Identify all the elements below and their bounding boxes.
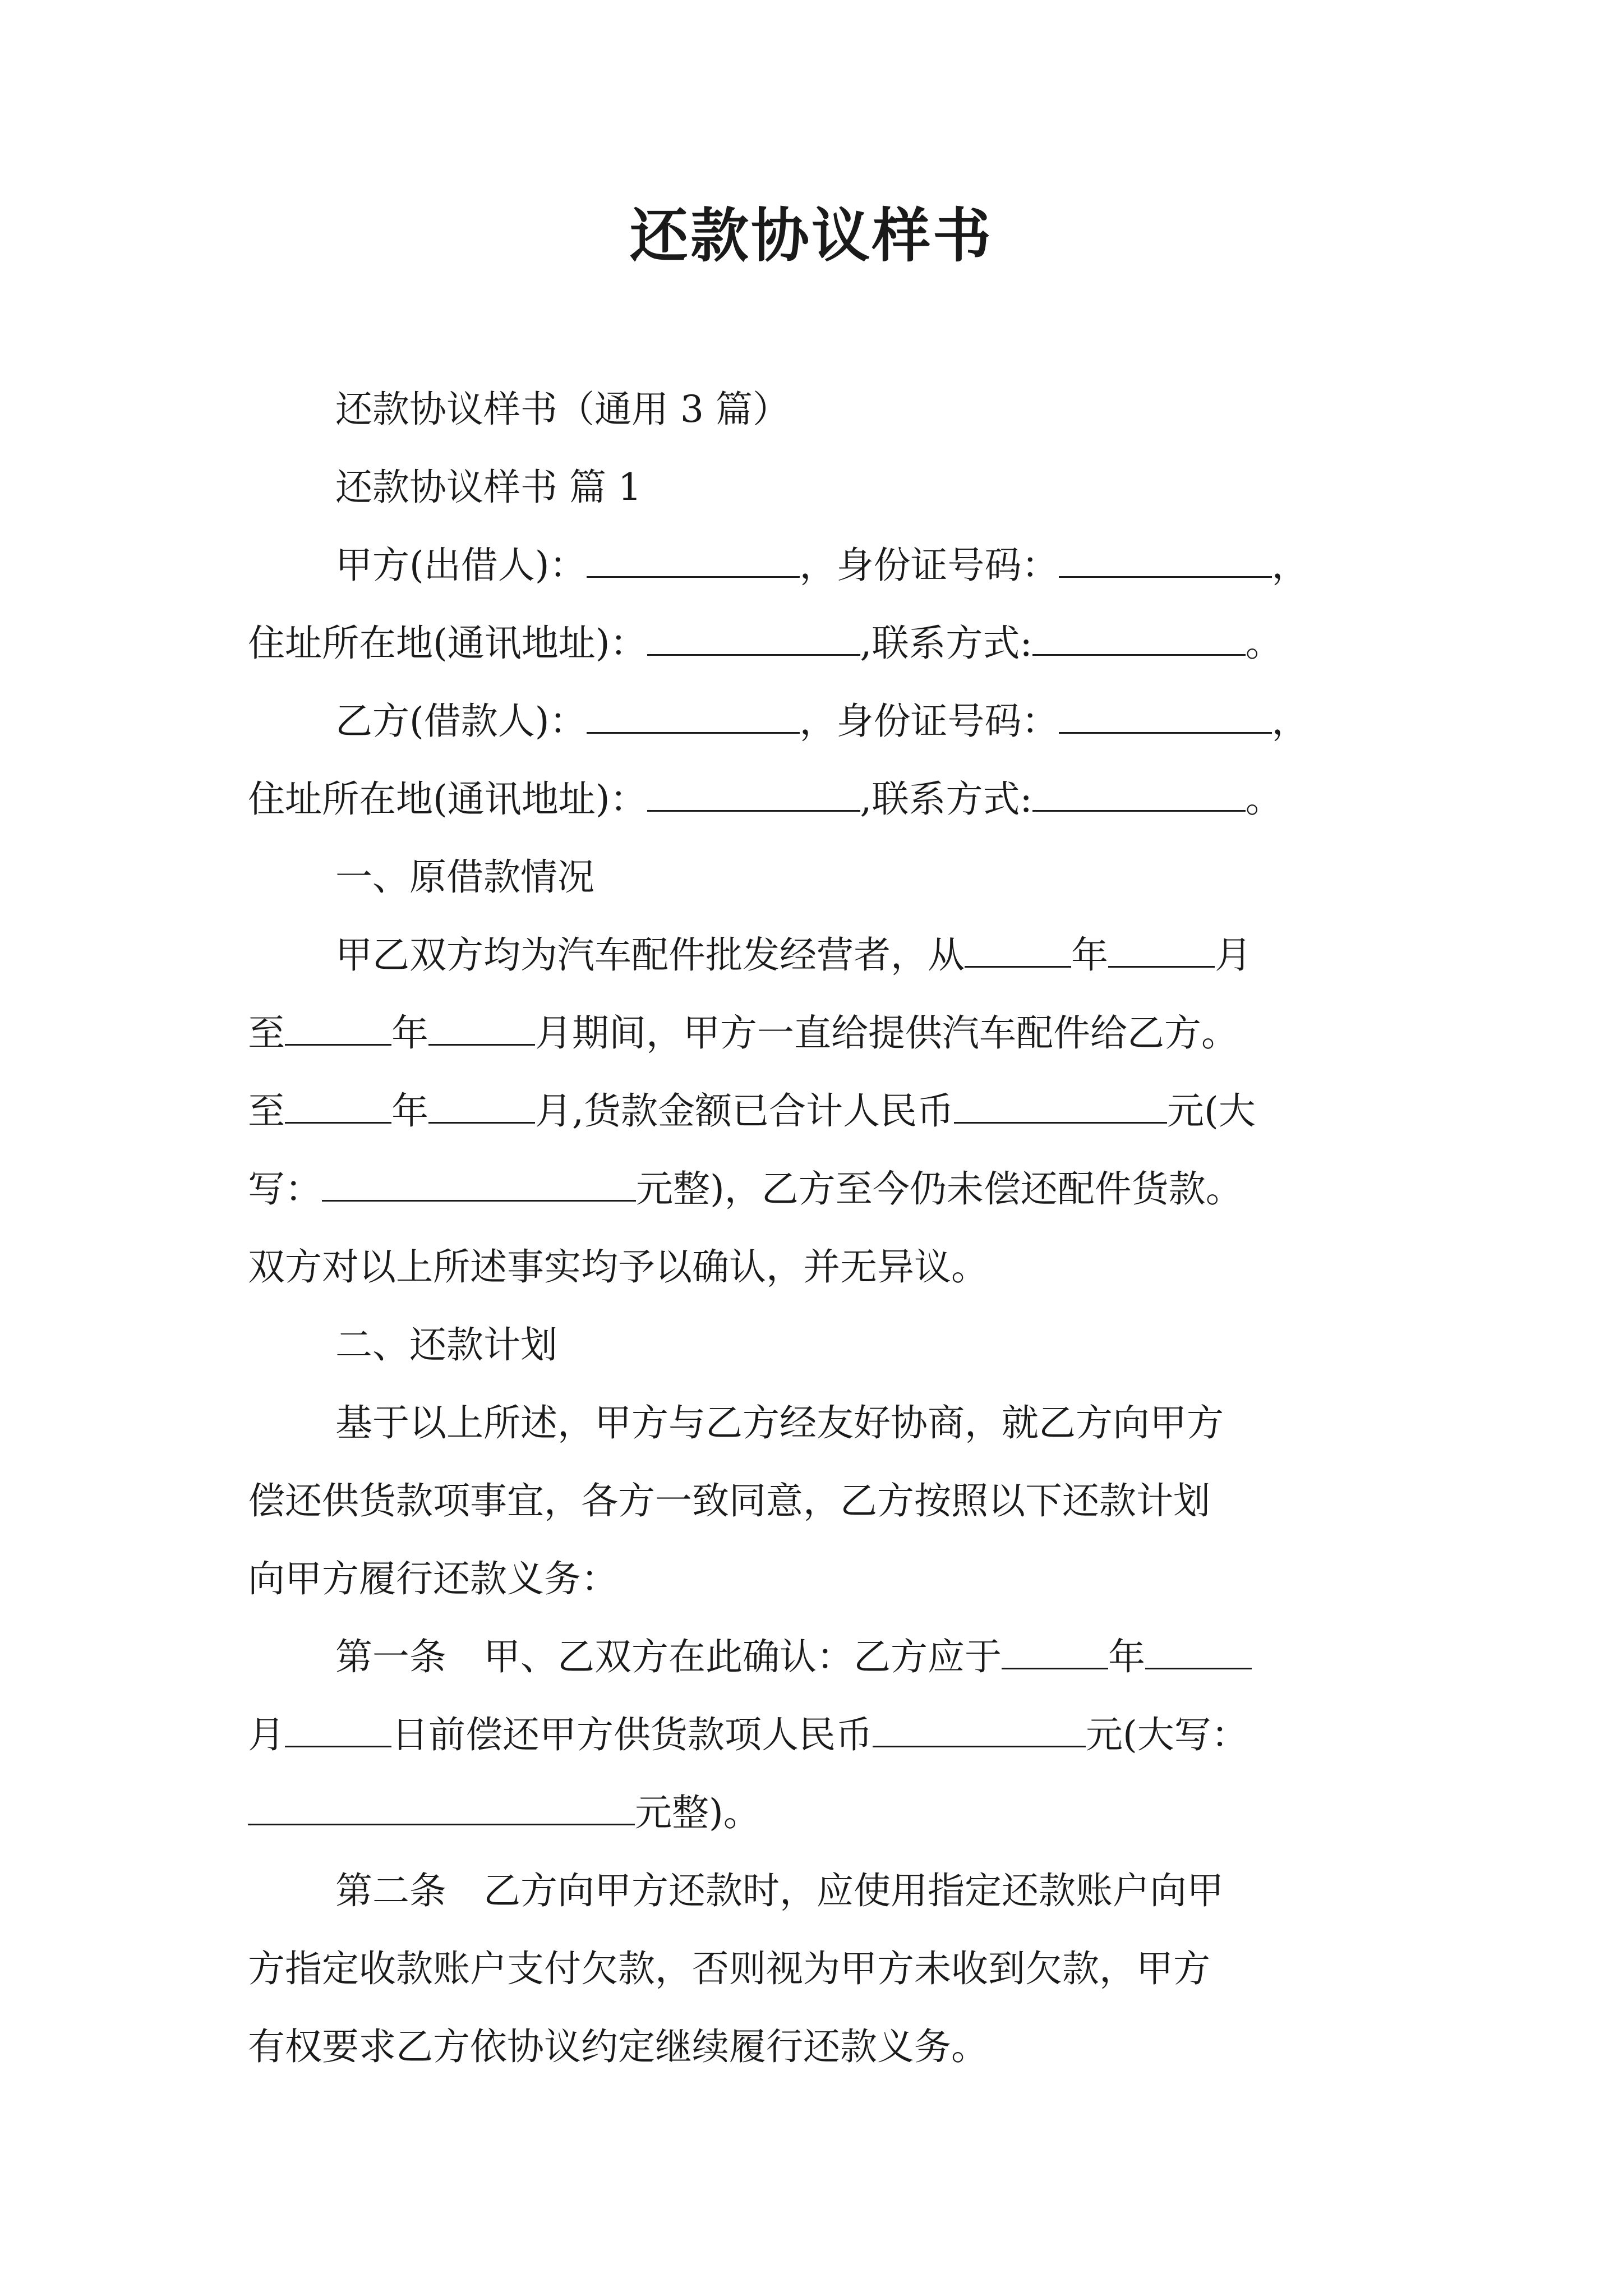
party-a-label: 甲方(出借人)： [335, 544, 587, 587]
paragraph-line [248, 994, 1398, 1072]
amount-words-blank [248, 1792, 635, 1825]
amount-words-blank [322, 1168, 636, 1202]
paragraph-line: 方指定收款账户支付欠款，否则视为甲方未收到欠款，甲方 [248, 1947, 1210, 1990]
id-label: ，身份证号码： [799, 700, 1059, 743]
paragraph-line: 偿还供货款项事宜，各方一致同意，乙方按照以下还款计划 [248, 1479, 1210, 1522]
document-title: 还款协议样书 [629, 201, 993, 270]
text-fragment: 元整)，乙方至今仍未偿还配件货款。 [636, 1167, 1243, 1211]
party-b-address-blank [647, 779, 860, 812]
text-fragment: 月 [248, 1713, 285, 1756]
party-a-line [248, 526, 1398, 604]
year-blank [285, 1013, 391, 1046]
paragraph-line [248, 1774, 1398, 1852]
paragraph-line [248, 1696, 1398, 1774]
party-a-name-blank [587, 545, 800, 578]
paragraph-line: 双方对以上所述事实均予以确认，并无异议。 [248, 1245, 988, 1289]
address-label: 住址所在地(通讯地址)： [248, 622, 647, 665]
month-blank [1108, 935, 1215, 968]
text-fragment: 至 [248, 1089, 285, 1133]
party-a-address-line [248, 604, 1398, 682]
article-two-line: 第二条 乙方向甲方还款时，应使用指定还款账户向甲 [335, 1869, 1224, 1912]
day-blank [285, 1714, 391, 1747]
section-two-heading: 二、还款计划 [335, 1323, 557, 1366]
subtitle-line: 还款协议样书（通用 3 篇） [335, 388, 790, 431]
punct: 。 [1245, 777, 1283, 821]
text-fragment: 月,货款金额已合计人民币 [535, 1089, 954, 1133]
article-one-line [248, 1618, 1398, 1696]
paragraph-line: 基于以上所述，甲方与乙方经友好协商，就乙方向甲方 [335, 1401, 1224, 1444]
month-blank [1145, 1636, 1252, 1669]
text-fragment: 甲乙双方均为汽车配件批发经营者，从 [335, 933, 965, 977]
text-fragment: 月期间，甲方一直给提供汽车配件给乙方。 [535, 1011, 1238, 1055]
section-heading: 还款协议样书 篇 1 [335, 466, 642, 509]
paragraph-line: 有权要求乙方依协议约定继续履行还款义务。 [248, 2025, 988, 2068]
punct: ， [1271, 544, 1309, 587]
contact-label: ,联系方式: [860, 777, 1032, 821]
text-fragment: 年 [1071, 933, 1108, 977]
party-b-line [248, 682, 1398, 760]
document-body [248, 370, 1398, 2086]
year-blank [1002, 1636, 1108, 1669]
text-fragment: 年 [391, 1089, 428, 1133]
month-blank [428, 1091, 535, 1124]
text-fragment: 日前偿还甲方供货款项人民币 [391, 1713, 873, 1756]
paragraph-line [248, 1072, 1398, 1150]
year-blank [285, 1091, 391, 1124]
text-fragment: 月 [1215, 933, 1252, 977]
text-fragment: 元(大写： [1086, 1713, 1248, 1756]
party-b-contact-blank [1032, 779, 1246, 812]
party-b-label: 乙方(借款人)： [335, 700, 587, 743]
address-label: 住址所在地(通讯地址)： [248, 777, 647, 821]
punct: 。 [1245, 622, 1283, 665]
punct: ， [1271, 700, 1309, 743]
party-a-contact-blank [1032, 623, 1246, 656]
section-one-heading: 一、原借款情况 [335, 855, 594, 899]
text-fragment: 元(大 [1166, 1089, 1256, 1133]
party-b-address-line [248, 760, 1398, 838]
paragraph-line [248, 916, 1398, 994]
paragraph-line [248, 1150, 1398, 1228]
party-a-id-blank [1059, 545, 1272, 578]
amount-blank [873, 1714, 1086, 1747]
text-fragment: 年 [1108, 1635, 1145, 1678]
text-fragment: 元整)。 [635, 1791, 760, 1834]
party-b-id-blank [1059, 701, 1272, 734]
text-fragment: 年 [391, 1011, 428, 1055]
id-label: ，身份证号码： [799, 544, 1059, 587]
party-b-name-blank [587, 701, 800, 734]
paragraph-line: 向甲方履行还款义务： [248, 1557, 618, 1600]
month-blank [428, 1013, 535, 1046]
amount-blank [954, 1091, 1167, 1124]
text-fragment: 第一条 甲、乙双方在此确认：乙方应于 [335, 1635, 1002, 1678]
text-fragment: 写： [248, 1167, 322, 1211]
text-fragment: 至 [248, 1011, 285, 1055]
year-blank [965, 935, 1071, 968]
party-a-address-blank [647, 623, 860, 656]
contact-label: ,联系方式: [860, 622, 1032, 665]
